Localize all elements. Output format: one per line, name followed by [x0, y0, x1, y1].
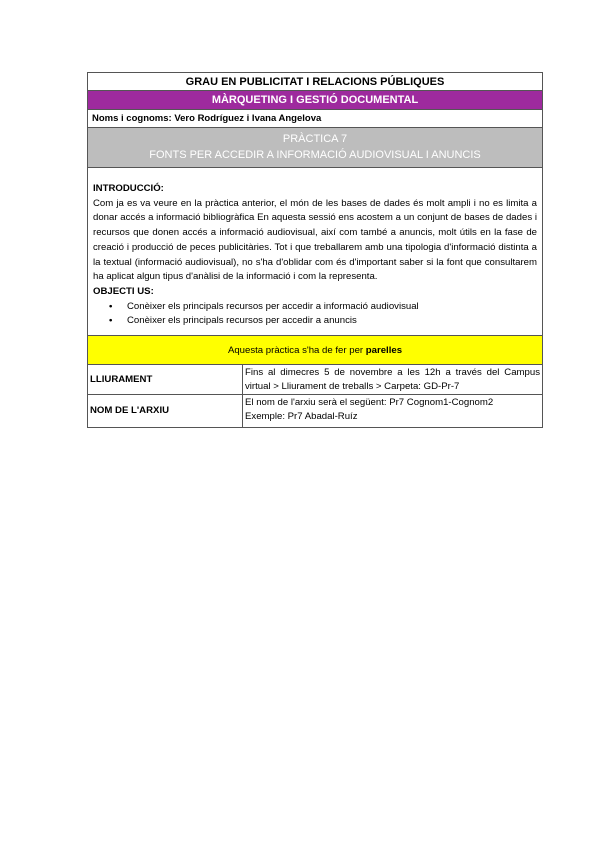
pairs-notice [88, 336, 542, 365]
intro-heading: INTRODUCCIÓ: [93, 183, 164, 194]
practice-title: FONTS PER ACCEDIR A INFORMACIÓ AUDIOVISUAL I ANUNCIS [149, 149, 481, 161]
intro-section [88, 168, 542, 336]
objectives-heading: OBJECTI US: [93, 285, 154, 297]
notice-text: Aquesta pràctica s'ha de fer per [227, 345, 366, 357]
filename-example: Exemple: Pr7 Abadal-Ruíz [245, 410, 358, 422]
practice-band [88, 128, 542, 168]
filename-row [88, 395, 542, 427]
delivery-label: LLIURAMENT [88, 365, 243, 394]
delivery-row [88, 365, 542, 395]
filename-value [243, 395, 542, 427]
objective-item: • Conèixer els principals recursos per accedir a anuncis [127, 314, 537, 329]
notice-emphasis: parelles [365, 345, 403, 357]
filename-rule: El nom de l'arxiu serà el següent: Pr7 Cognom1-Cognom2 [245, 397, 494, 409]
filename-label: NOM DE L'ARXIU [88, 395, 243, 427]
delivery-value: Fins al dimecres 5 de novembre a les 12h a través del Campus virtual > Lliurament de treballs > Carpeta: GD-Pr-7 [245, 367, 540, 392]
intro-body: Com ja es va veure en la pràctica anterior, el món de les bases de dades és molt ampli i no es limita a donar accés a informació bibliogràfica En aquesta sessió ens acostem a un conjunt de bases de dades i recursos que donen accés a informació audiovisual, així com també a anuncis, molt útils en la fase de creació i producció de peces publicitàries. Tot i que treballarem amb una tipologia d'informació distinta a la textual (informació audiovisual), no s'ha d'oblidar com és d'important saber si la font que consultarem ha aplicat algun tipus d'anàlisi de la informació i com la representa. [93, 197, 537, 283]
degree-title: GRAU EN PUBLICITAT I RELACIONS PÚBLIQUES [88, 73, 542, 91]
student-names: Noms i cognoms: Vero Rodríguez i Ivana Angelova [88, 110, 542, 128]
objective-item: • Conèixer els principals recursos per accedir a informació audiovisual [127, 300, 537, 315]
objectives-list [93, 300, 537, 329]
assignment-sheet [87, 72, 543, 428]
practice-number: PRÀCTICA 7 [282, 133, 348, 145]
subject-band: MÀRQUETING I GESTIÓ DOCUMENTAL [88, 91, 542, 110]
